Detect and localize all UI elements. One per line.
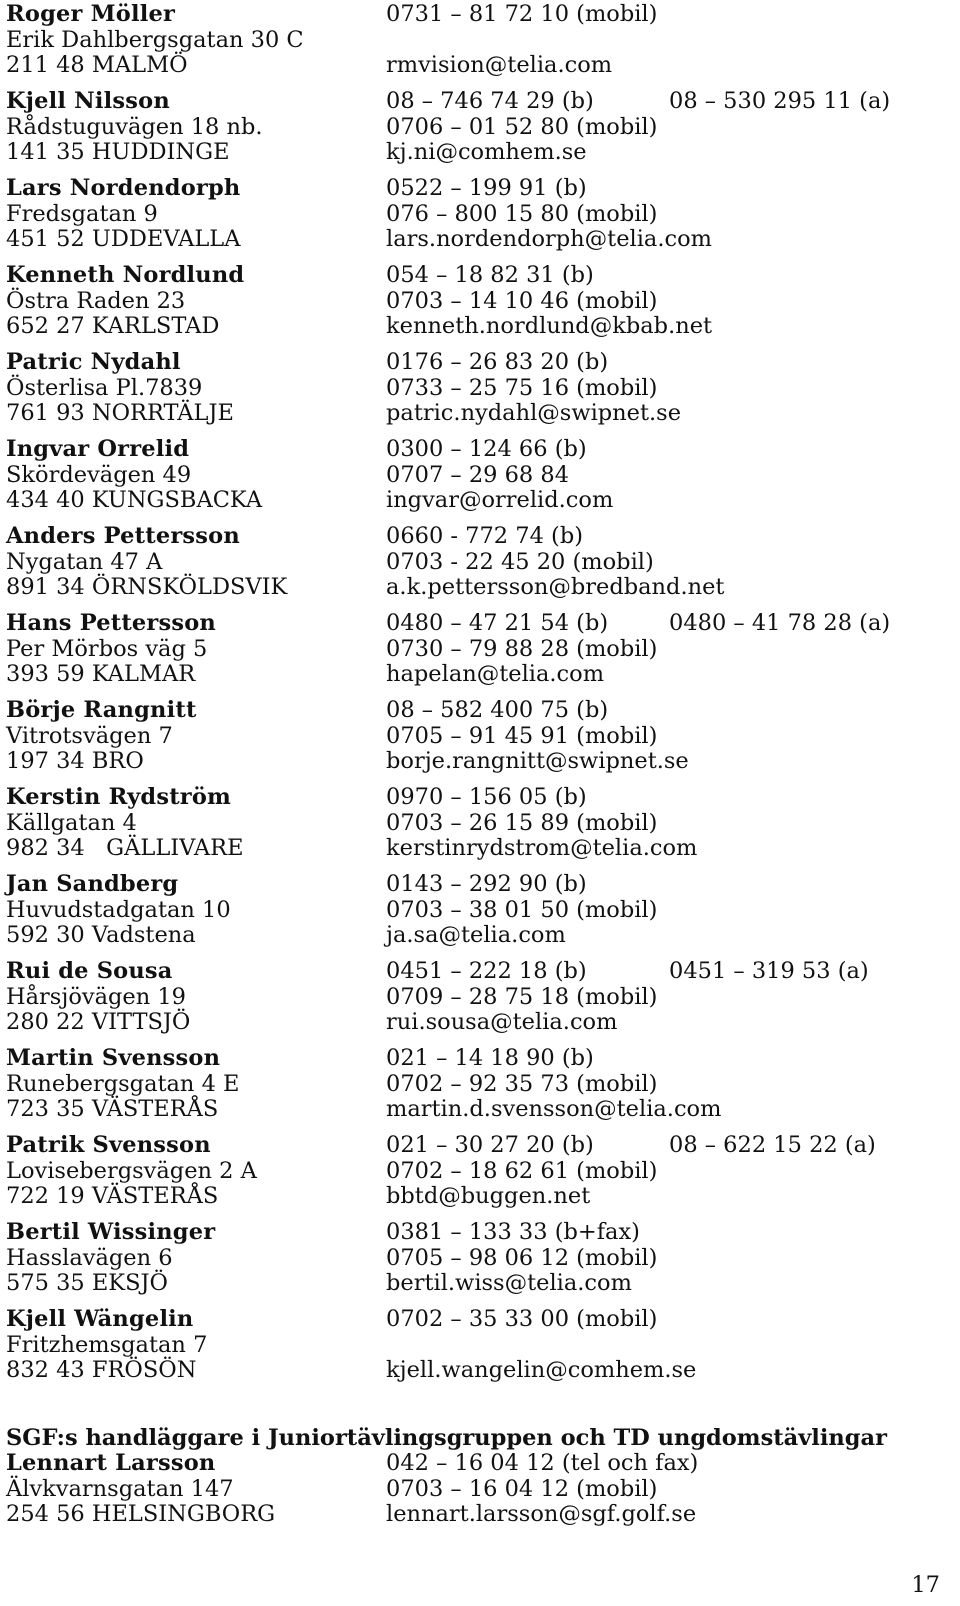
phone-primary: 021 – 14 18 90 (b) xyxy=(386,1045,594,1071)
postal-city: 211 48 MALMÖ xyxy=(6,52,188,78)
postal-city: 723 35 VÄSTERÅS xyxy=(6,1096,219,1122)
contact-name: Patric Nydahl xyxy=(6,349,181,375)
contact-entry xyxy=(6,1046,956,1123)
street-address: Skördevägen 49 xyxy=(6,461,192,488)
postal-city: 141 35 HUDDINGE xyxy=(6,139,230,165)
phone-primary: 08 – 582 400 75 (b) xyxy=(386,697,609,723)
email: bertil.wiss@telia.com xyxy=(386,1270,632,1296)
phone-primary: 0451 – 222 18 (b) xyxy=(386,958,587,984)
contact-name: Kerstin Rydström xyxy=(6,784,232,810)
phone-primary: 0702 – 35 33 00 (mobil) xyxy=(386,1306,658,1332)
phone-secondary: 0705 – 91 45 91 (mobil) xyxy=(386,722,658,749)
email: kjell.wangelin@comhem.se xyxy=(386,1357,697,1383)
email: ja.sa@telia.com xyxy=(386,922,566,948)
email: kerstinrydstrom@telia.com xyxy=(386,835,698,861)
phone-secondary: 0703 – 16 04 12 (mobil) xyxy=(386,1475,658,1502)
phone-secondary: 0703 - 22 45 20 (mobil) xyxy=(386,548,654,575)
phone-extra: 08 – 622 15 22 (a) xyxy=(669,1132,876,1158)
phone-primary: 0522 – 199 91 (b) xyxy=(386,175,587,201)
postal-city: 434 40 KUNGSBACKA xyxy=(6,487,263,513)
contact-name: Martin Svensson xyxy=(6,1045,221,1071)
contact-name: Lars Nordendorph xyxy=(6,175,241,201)
phone-primary: 021 – 30 27 20 (b) xyxy=(386,1132,594,1158)
contact-name: Kenneth Nordlund xyxy=(6,262,245,288)
postal-city: 761 93 NORRTÄLJE xyxy=(6,400,234,426)
phone-secondary: 0703 – 14 10 46 (mobil) xyxy=(386,287,658,314)
phone-primary: 0300 – 124 66 (b) xyxy=(386,436,587,462)
phone-primary: 0381 – 133 33 (b+fax) xyxy=(386,1219,640,1245)
contact-name: Bertil Wissinger xyxy=(6,1219,216,1245)
phone-primary: 0143 – 292 90 (b) xyxy=(386,871,587,897)
postal-city: 891 34 ÖRNSKÖLDSVIK xyxy=(6,574,288,600)
email: ingvar@orrelid.com xyxy=(386,487,614,513)
email: lennart.larsson@sgf.golf.se xyxy=(386,1501,697,1527)
contact-entry xyxy=(6,350,956,427)
phone-secondary: 0705 – 98 06 12 (mobil) xyxy=(386,1244,658,1271)
postal-city: 832 43 FRÖSÖN xyxy=(6,1357,197,1383)
contact-entry xyxy=(6,1307,956,1384)
email: kenneth.nordlund@kbab.net xyxy=(386,313,713,339)
street-address: Lovisebergsvägen 2 A xyxy=(6,1157,257,1184)
street-address: Östra Raden 23 xyxy=(6,287,186,314)
page-number: 17 xyxy=(911,1572,940,1598)
email: hapelan@telia.com xyxy=(386,661,605,687)
street-address: Fritzhemsgatan 7 xyxy=(6,1331,208,1358)
contact-name: Börje Rangnitt xyxy=(6,697,197,723)
street-address: Rådstuguvägen 18 nb. xyxy=(6,113,263,140)
street-address: Huvudstadgatan 10 xyxy=(6,896,231,923)
postal-city: 982 34 GÄLLIVARE xyxy=(6,835,244,861)
street-address: Vitrotsvägen 7 xyxy=(6,722,173,749)
contact-entry xyxy=(6,2,956,79)
contact-name: Patrik Svensson xyxy=(6,1132,211,1158)
street-address: Erik Dahlbergsgatan 30 C xyxy=(6,26,304,53)
street-address: Älvkvarnsgatan 147 xyxy=(6,1475,234,1502)
contact-entry xyxy=(6,1133,956,1210)
email: martin.d.svensson@telia.com xyxy=(386,1096,722,1122)
street-address: Hårsjövägen 19 xyxy=(6,983,186,1010)
phone-secondary: 0733 – 25 75 16 (mobil) xyxy=(386,374,658,401)
street-address: Nygatan 47 A xyxy=(6,548,163,575)
phone-primary: 042 – 16 04 12 (tel och fax) xyxy=(386,1450,699,1476)
street-address: Hasslavägen 6 xyxy=(6,1244,173,1271)
phone-secondary: 0730 – 79 88 28 (mobil) xyxy=(386,635,658,662)
postal-city: 393 59 KALMAR xyxy=(6,661,196,687)
contact-entry xyxy=(6,524,956,601)
contact-entry xyxy=(6,89,956,166)
phone-extra: 0451 – 319 53 (a) xyxy=(669,958,869,984)
phone-primary: 0480 – 47 21 54 (b) xyxy=(386,610,609,636)
contact-name: Kjell Wängelin xyxy=(6,1306,194,1332)
contact-name: Kjell Nilsson xyxy=(6,88,170,114)
phone-secondary: 0702 – 18 62 61 (mobil) xyxy=(386,1157,658,1184)
email: lars.nordendorph@telia.com xyxy=(386,226,712,252)
contact-entry xyxy=(6,698,956,775)
contact-name: Roger Möller xyxy=(6,1,176,27)
street-address: Fredsgatan 9 xyxy=(6,200,158,227)
contact-entry xyxy=(6,611,956,688)
postal-city: 451 52 UDDEVALLA xyxy=(6,226,241,252)
phone-primary: 0176 – 26 83 20 (b) xyxy=(386,349,609,375)
postal-city: 575 35 EKSJÖ xyxy=(6,1270,168,1296)
email: rmvision@telia.com xyxy=(386,52,613,78)
contact-name: Anders Pettersson xyxy=(6,523,240,549)
contact-entry-sgf xyxy=(6,1451,956,1528)
street-address: Österlisa Pl.7839 xyxy=(6,374,203,401)
postal-city: 280 22 VITTSJÖ xyxy=(6,1009,191,1035)
phone-secondary: 076 – 800 15 80 (mobil) xyxy=(386,200,658,227)
email: a.k.pettersson@bredband.net xyxy=(386,574,725,600)
phone-extra: 0480 – 41 78 28 (a) xyxy=(669,610,891,636)
contact-entry xyxy=(6,959,956,1036)
phone-secondary: 0703 – 38 01 50 (mobil) xyxy=(386,896,658,923)
phone-secondary: 0706 – 01 52 80 (mobil) xyxy=(386,113,658,140)
phone-extra: 08 – 530 295 11 (a) xyxy=(669,88,891,114)
phone-primary: 054 – 18 82 31 (b) xyxy=(386,262,594,288)
street-address: Per Mörbos väg 5 xyxy=(6,635,208,662)
phone-secondary: 0702 – 92 35 73 (mobil) xyxy=(386,1070,658,1097)
street-address: Källgatan 4 xyxy=(6,809,137,836)
postal-city: 254 56 HELSINGBORG xyxy=(6,1501,276,1527)
postal-city: 197 34 BRO xyxy=(6,748,144,774)
phone-secondary: 0703 – 26 15 89 (mobil) xyxy=(386,809,658,836)
email: bbtd@buggen.net xyxy=(386,1183,591,1209)
contact-name: Hans Pettersson xyxy=(6,610,216,636)
email: kj.ni@comhem.se xyxy=(386,139,587,165)
postal-city: 652 27 KARLSTAD xyxy=(6,313,220,339)
contact-name: Ingvar Orrelid xyxy=(6,436,190,462)
contact-name: Jan Sandberg xyxy=(6,871,179,897)
phone-primary: 0660 - 772 74 (b) xyxy=(386,523,584,549)
contact-entry xyxy=(6,872,956,949)
phone-secondary: 0707 – 29 68 84 xyxy=(386,461,570,488)
street-address: Runebergsgatan 4 E xyxy=(6,1070,240,1097)
email: rui.sousa@telia.com xyxy=(386,1009,618,1035)
contact-entry xyxy=(6,1220,956,1297)
contact-entry xyxy=(6,785,956,862)
postal-city: 592 30 Vadstena xyxy=(6,922,196,948)
contact-entry xyxy=(6,263,956,340)
phone-primary: 08 – 746 74 29 (b) xyxy=(386,88,594,114)
contact-name: Lennart Larsson xyxy=(6,1450,216,1476)
contact-name: Rui de Sousa xyxy=(6,958,173,984)
email: patric.nydahl@swipnet.se xyxy=(386,400,682,426)
phone-primary: 0970 – 156 05 (b) xyxy=(386,784,587,810)
email: borje.rangnitt@swipnet.se xyxy=(386,748,689,774)
phone-secondary: 0709 – 28 75 18 (mobil) xyxy=(386,983,658,1010)
phone-primary: 0731 – 81 72 10 (mobil) xyxy=(386,1,658,27)
section-heading: SGF:s handläggare i Juniortävlingsgruppen och TD ungdomstävlingar xyxy=(6,1425,887,1451)
contact-entry xyxy=(6,176,956,253)
postal-city: 722 19 VÄSTERÅS xyxy=(6,1183,219,1209)
contact-entry xyxy=(6,437,956,514)
